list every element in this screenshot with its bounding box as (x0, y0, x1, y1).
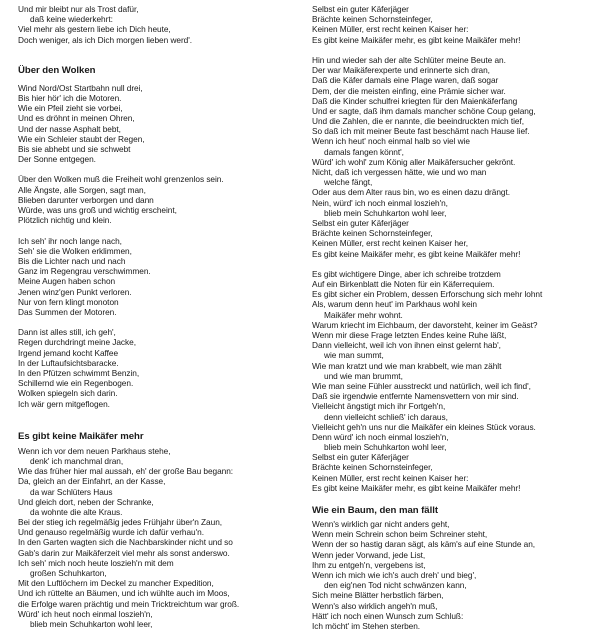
refrain (312, 218, 594, 259)
lyric-line: Würd' ich wohl' zum König aller Maikäfersucher gekrönt. (312, 156, 516, 167)
lyric-line: Selbst ein guter Käferjäger (312, 217, 409, 228)
lyric-line: da wohnte die alte Kraus. (30, 506, 123, 517)
lyric-line: großen Schuhkarton, (30, 568, 107, 578)
lyric-line: Vielleicht ängstigt mich ihr Fortgeh'n, (312, 401, 446, 412)
lyric-line: Daß die Kinder schulfrei kriegten für den Maienkäferfang (312, 95, 518, 106)
lyric-line: Bis hier hör' ich die Motoren. (18, 92, 122, 103)
lyric-line: Wenn's wirklich gar nicht anders geht, (312, 519, 450, 529)
lyric-line: da war Schlüters Haus (30, 486, 113, 497)
lyric-line: Wenn der so hastig daran sägt, als käm's auf eine Stunde an, (312, 539, 536, 550)
lyric-line: Da, gleich an der Einfahrt, an der Kasse, (18, 476, 166, 487)
lyric-line: blieb mein Schuhkarton wohl leer, (324, 442, 447, 453)
lyric-line: Nein, würd' ich noch einmal loszieh'n, (312, 197, 448, 208)
lyric-line: Vielleicht geh'n uns nur die Maikäfer ein kleines Stück voraus. (312, 421, 536, 432)
lyric-line: Ich möcht' im Stehen sterben. (312, 620, 421, 631)
lyric-line: Bis die Lichter nach und nach (18, 255, 126, 266)
lyric-line: Blieben darunter verborgen und dann (18, 194, 154, 205)
lyric-line: blieb mein Schuhkarton wohl leer, (30, 618, 153, 629)
lyric-line: Und gleich dort, neben der Schranke, (18, 496, 154, 507)
lyric-line: Keinen Müller, erst recht keinen Kaiser her: (312, 24, 469, 35)
lyric-line: daß keine wiederkehrt: (30, 14, 113, 25)
lyric-line: Wie ein Schleier staubt der Regen, (18, 133, 145, 144)
lyric-line: die Erfolge waren prächtig und mein Tricktreichtum war groß. (18, 598, 240, 609)
lyric-line: Wie das früher hier mal aussah, eh' der große Bau begann: (18, 466, 234, 477)
lyric-line: Viel mehr als gestern liebe ich Dich heute, (18, 24, 171, 35)
lyric-line: den eig'nen Tod nicht schwänzen kann, (324, 580, 467, 591)
lyric-line: Oder aus dem Alter raus bin, wo es einen dazu drängt. (312, 187, 510, 198)
lyric-line: Es gibt wichtigere Dinge, aber ich schreibe trotzdem (312, 268, 501, 279)
lyric-line: So daß ich mit meiner Beute fast beschämt nach Hause lief. (312, 126, 530, 137)
lyric-line: Wenn ich mich wie ich's auch dreh' und bieg', (312, 569, 477, 580)
lyric-line: Bis sie abhebt und sie schwebt (18, 143, 131, 154)
song-title-maikaefer: Es gibt keine Maikäfer mehr (18, 430, 144, 442)
lyric-line: Selbst ein guter Käferjäger (312, 4, 409, 14)
lyric-line: Ich wär gern mitgeflogen. (18, 398, 110, 409)
lyric-line: Warum kriecht im Eichbaum, der davorsteht, keiner im Geäst? (312, 319, 538, 330)
lyric-line: Wenn ich vor dem neuen Parkhaus stehe, (18, 445, 171, 456)
lyric-line: Ich seh' ihr noch lange nach, (18, 235, 122, 246)
lyric-line: Denn würd' ich noch einmal loszieh'n, (312, 431, 449, 442)
lyric-line: und wie man brummt, (324, 370, 403, 381)
lyric-line: Und er sagte, daß ihm damals mancher schöne Coup gelang, (312, 105, 536, 116)
song-title-baum: Wie ein Baum, den man fällt (312, 505, 438, 516)
lyric-line: Seh' sie die Wolken erklimmen, (18, 245, 132, 256)
lyric-line: Der Sonne entgegen. (18, 154, 96, 165)
right-column (312, 4, 594, 631)
lyric-line: Und es dröhnt in meinen Ohren, (18, 113, 135, 124)
refrain (18, 174, 296, 225)
lyric-line: Daß die Käfer damals eine Plage waren, daß sogar (312, 75, 499, 86)
lyric-line: Es gibt keine Maikäfer mehr, es gibt keine Maikäfer mehr! (312, 482, 521, 493)
lyric-line: Keinen Müller, erst recht keinen Kaiser her, (312, 238, 468, 249)
lyric-line: Keinen Müller, erst recht keinen Kaiser her: (312, 472, 469, 483)
lyric-line: Selbst ein guter Käferjäger (312, 452, 409, 463)
lyric-line: Und genauso regelmäßig wurde ich dafür verhau'n. (18, 527, 204, 538)
lyric-line: Regen durchdringt meine Jacke, (18, 337, 136, 348)
lyric-line: Würde, was uns groß und wichtig erscheint, (18, 205, 177, 215)
left-column (18, 4, 296, 629)
lyric-line: Wind Nord/Ost Startbahn null drei, (18, 82, 143, 93)
refrain (312, 4, 594, 45)
lyric-line: Schillernd wie ein Regenbogen. (18, 378, 134, 389)
lyric-line: Dem, der die meisten einfing, eine Prämie sicher war. (312, 85, 506, 96)
lyric-line: denk' ich manchmal dran, (30, 455, 124, 466)
lyric-line: Und ich rüttelte an Bäumen, und ich wühlte auch im Moos, (18, 588, 230, 599)
lyric-line: Auf ein Birkenblatt die Noten für ein Käferrequiem. (312, 279, 495, 290)
lyric-line: Das Summen der Motoren. (18, 306, 117, 317)
song-title-wolken: Über den Wolken (18, 64, 96, 76)
stanza (18, 83, 296, 165)
lyric-line: Ich seh' mich noch heute loszieh'n mit dem (18, 557, 174, 568)
lyric-line: Als, warum denn heut' im Parkhaus wohl kein (312, 299, 477, 310)
lyric-line: Meine Augen haben schon (18, 276, 116, 287)
lyric-line: In den Pfützen schwimmt Benzin, (18, 368, 140, 378)
lyric-line: Dann vielleicht, weil ich von ihnen einst gelernt hab', (312, 340, 501, 351)
lyric-line: Nicht, daß ich vergessen hätte, wie und wo man (312, 167, 487, 177)
lyric-line: Ihm zu entgeh'n, vergebens ist, (312, 559, 426, 570)
lyric-line: Wie man kratzt und wie man krabbelt, wie man zählt (312, 360, 502, 371)
lyric-line: Es gibt keine Maikäfer mehr, es gibt keine Maikäfer mehr! (312, 248, 521, 259)
lyric-line: Gab's darin zur Maikäferzeit viel mehr als sonst anderswo. (18, 547, 230, 558)
lyric-line: In der Luftaufsichtsbaracke. (18, 357, 119, 368)
lyric-line: Wie man seine Fühler ausstreckt und natürlich, weil ich find', (312, 380, 531, 391)
lyric-line: Maikäfer mehr wohnt. (324, 309, 403, 320)
stanza (18, 446, 296, 629)
lyric-line: Und mir bleibt nur als Trost dafür, (18, 4, 139, 14)
lyric-line: Über den Wolken muß die Freiheit wohl grenzenlos sein. (18, 174, 224, 185)
lyric-line: Bei der stieg ich regelmäßig jedes Frühjahr über'n Zaun, (18, 517, 223, 528)
lyric-line: Alle Ängste, alle Sorgen, sagt man, (18, 184, 146, 195)
stanza (312, 269, 594, 452)
lyric-line: Mit den Luftlöchern im Deckel zu mancher Expedition, (18, 578, 214, 589)
lyric-line: Plötzlich nichtig und klein. (18, 215, 112, 226)
lyric-line: Wenn mir diese Frage letzten Endes keine Ruhe läßt, (312, 330, 507, 340)
lyric-line: Hin und wieder sah der alte Schlüter meine Beute an. (312, 54, 506, 65)
lyric-line: Brächte keinen Schornsteinfeger, (312, 14, 433, 25)
lyric-line: Sich meine Blätter herbstlich färben, (312, 590, 444, 601)
lyric-line: damals fangen könnt', (324, 146, 404, 157)
lyric-line: blieb mein Schuhkarton wohl leer, (324, 207, 447, 218)
lyric-line: Und der nasse Asphalt bebt, (18, 123, 121, 134)
stanza (312, 55, 594, 218)
refrain (312, 452, 594, 493)
lyric-line: Hätt' ich noch einen Wunsch zum Schluß: (312, 610, 464, 621)
lyric-line: In den Garten wagten sich die Nachbarskinder nicht und so (18, 537, 233, 548)
lyric-line: Wenn ich heut' noch einmal halb so viel wie (312, 136, 470, 147)
lyric-line: Nur von fern klingt monoton (18, 296, 119, 307)
lyric-line: Wie ein Pfeil zieht sie vorbei, (18, 103, 123, 114)
lyric-line: Würd' ich heut noch einmal loszieh'n, (18, 608, 153, 619)
lyric-line: wie man summt, (324, 350, 384, 361)
lyric-line: Der war Maikäferexperte und erinnerte sich dran, (312, 65, 490, 76)
stanza (18, 327, 296, 409)
lyric-line: denn vielleicht schließ' ich daraus, (324, 411, 448, 422)
lyric-line: Jenen winz'gen Punkt verloren. (18, 286, 132, 297)
lyric-line: Wolken spiegeln sich darin. (18, 388, 118, 399)
lyric-line: Wenn's also wirklich angeh'n muß, (312, 600, 438, 611)
lyric-line: Brächte keinen Schornsteinfeger, (312, 462, 433, 473)
lyric-line: Doch weniger, als ich Dich morgen lieben werd'. (18, 34, 193, 45)
lyric-line: Und die Zahlen, die er nannte, die beeindruckten mich tief, (312, 116, 524, 127)
lyric-line: Es gibt sicher ein Problem, dessen Erforschung sich mehr lohnt (312, 289, 543, 300)
lyric-line: Irgend jemand kocht Kaffee (18, 347, 119, 358)
lyric-line: Wenn jeder Vorwand, jede List, (312, 549, 426, 560)
lyric-line: Wenn mein Schrein schon beim Schreiner steht, (312, 529, 488, 540)
intro-stanza (18, 4, 296, 45)
lyric-line: Es gibt keine Maikäfer mehr, es gibt keine Maikäfer mehr! (312, 34, 521, 45)
lyric-line: Dann ist alles still, ich geh', (18, 327, 116, 338)
lyric-line: Brächte keinen Schornsteinfeger, (312, 228, 433, 239)
lyric-line: welche fängt, (324, 177, 373, 188)
lyric-line: Ganz im Regengrau verschwimmen. (18, 266, 151, 277)
stanza (312, 519, 594, 631)
stanza (18, 236, 296, 318)
lyric-line: Daß sie irgendwie entfernte Namensvettern von mir sind. (312, 391, 519, 402)
